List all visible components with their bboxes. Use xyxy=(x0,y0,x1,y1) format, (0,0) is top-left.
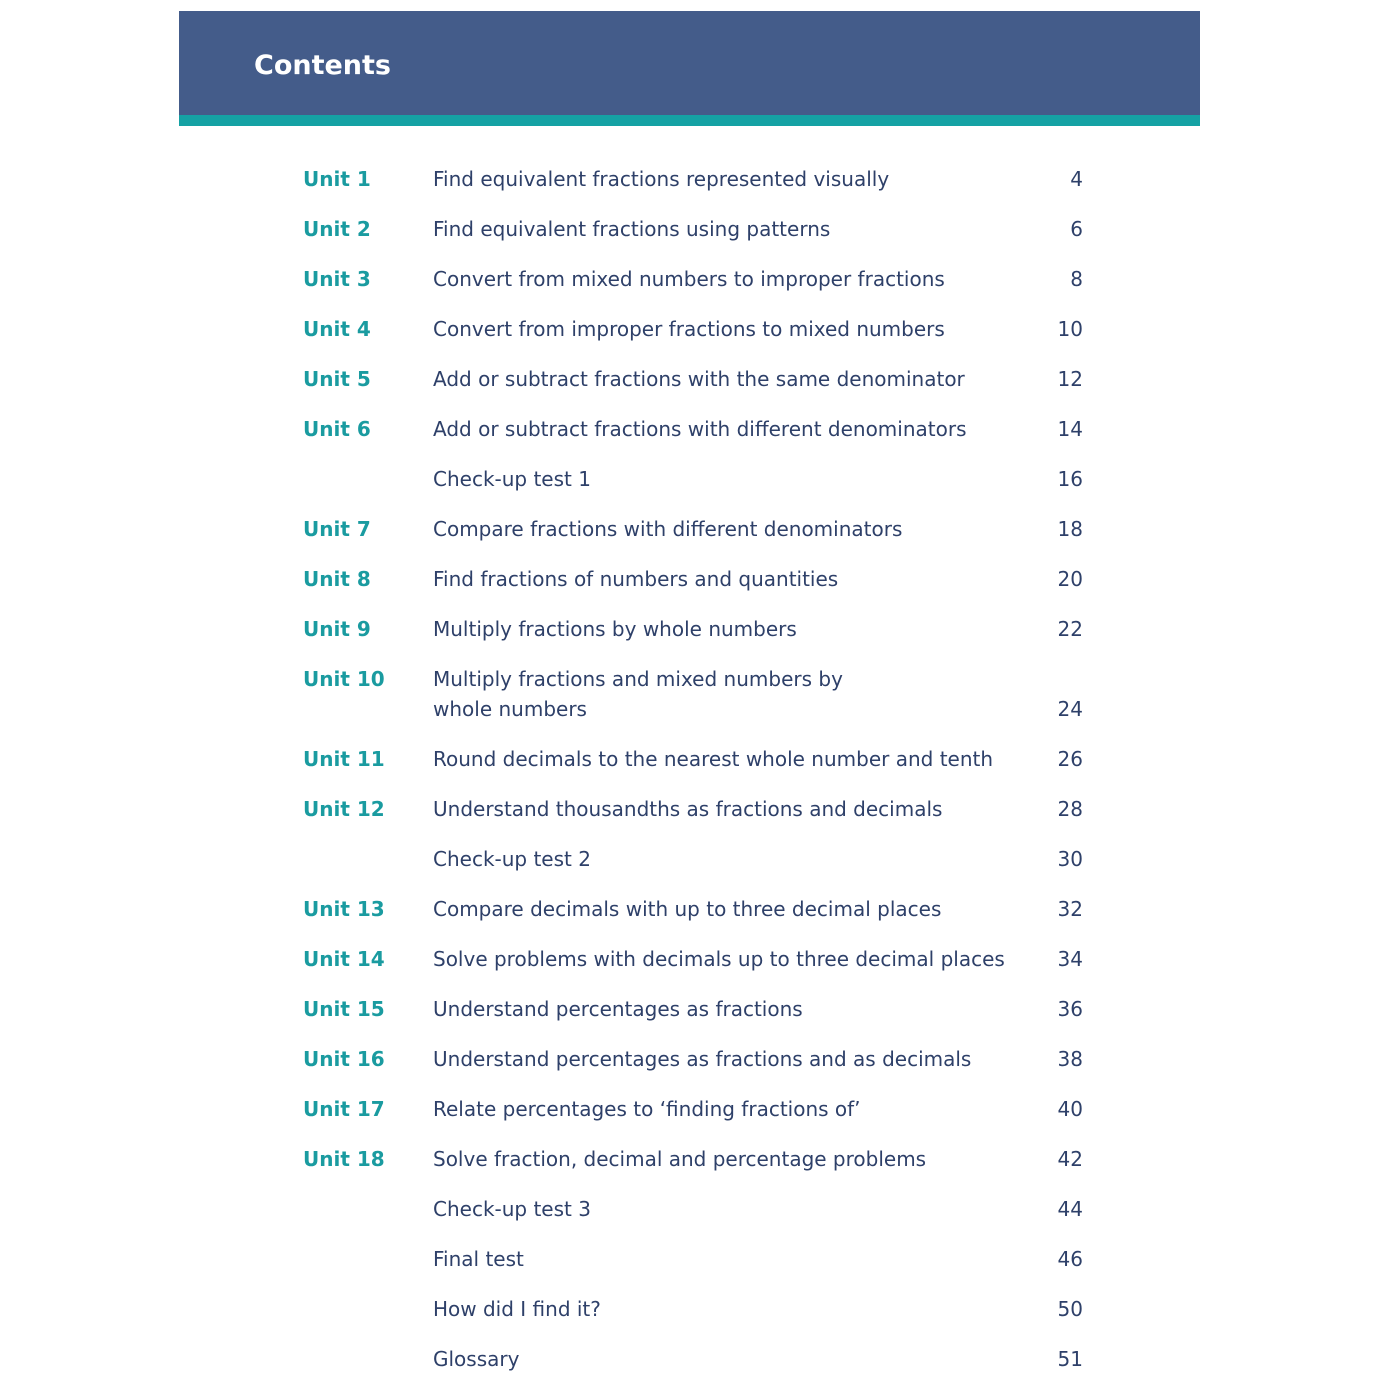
page-number: 28 xyxy=(1057,797,1083,821)
page-number: 10 xyxy=(1057,317,1083,341)
unit-label: Unit 16 xyxy=(303,1047,385,1071)
entry-title: Check-up test 2 xyxy=(433,847,591,871)
page-number: 8 xyxy=(1070,267,1083,291)
entry-title: Compare fractions with different denominators xyxy=(433,517,903,541)
page-number: 18 xyxy=(1057,517,1083,541)
unit-label: Unit 9 xyxy=(303,617,371,641)
entry-title: whole numbers xyxy=(433,697,587,721)
page-number: 16 xyxy=(1057,467,1083,491)
page-number: 40 xyxy=(1057,1097,1083,1121)
page-number: 4 xyxy=(1070,167,1083,191)
page-number: 38 xyxy=(1057,1047,1083,1071)
entry-title: Add or subtract fractions with the same denominator xyxy=(433,367,965,391)
unit-label: Unit 4 xyxy=(303,317,371,341)
entry-title: Multiply fractions by whole numbers xyxy=(433,617,797,641)
entry-title: Find fractions of numbers and quantities xyxy=(433,567,839,591)
unit-label: Unit 11 xyxy=(303,747,385,771)
page-number: 46 xyxy=(1057,1247,1083,1271)
entry-title: Check-up test 1 xyxy=(433,467,591,491)
entry-title: Understand percentages as fractions xyxy=(433,997,803,1021)
unit-label: Unit 13 xyxy=(303,897,385,921)
unit-label: Unit 1 xyxy=(303,167,371,191)
page-number: 12 xyxy=(1057,367,1083,391)
page-number: 42 xyxy=(1057,1147,1083,1171)
entry-title: Final test xyxy=(433,1247,524,1271)
unit-label: Unit 7 xyxy=(303,517,371,541)
unit-label: Unit 3 xyxy=(303,267,371,291)
page-number: 51 xyxy=(1057,1347,1083,1371)
entry-title: Multiply fractions and mixed numbers by xyxy=(433,667,843,691)
entry-title: Compare decimals with up to three decimal places xyxy=(433,897,942,921)
page-number: 30 xyxy=(1057,847,1083,871)
page-number: 50 xyxy=(1057,1297,1083,1321)
unit-label: Unit 10 xyxy=(303,667,385,691)
page-number: 20 xyxy=(1057,567,1083,591)
entry-title: How did I find it? xyxy=(433,1297,601,1321)
entry-title: Solve problems with decimals up to three decimal places xyxy=(433,947,1005,971)
entry-title: Relate percentages to ‘finding fractions of’ xyxy=(433,1097,861,1121)
page-number: 22 xyxy=(1057,617,1083,641)
unit-label: Unit 17 xyxy=(303,1097,385,1121)
unit-label: Unit 6 xyxy=(303,417,371,441)
page-title: Contents xyxy=(254,50,392,81)
entry-title: Find equivalent fractions represented visually xyxy=(433,167,890,191)
unit-label: Unit 2 xyxy=(303,217,371,241)
entry-title: Understand percentages as fractions and as decimals xyxy=(433,1047,972,1071)
entry-title: Round decimals to the nearest whole number and tenth xyxy=(433,747,994,771)
page-number: 32 xyxy=(1057,897,1083,921)
entry-title: Convert from mixed numbers to improper fractions xyxy=(433,267,945,291)
page-number: 34 xyxy=(1057,947,1083,971)
entry-title: Understand thousandths as fractions and decimals xyxy=(433,797,943,821)
page-number: 24 xyxy=(1057,697,1083,721)
unit-label: Unit 18 xyxy=(303,1147,385,1171)
entry-title: Convert from improper fractions to mixed numbers xyxy=(433,317,945,341)
unit-label: Unit 5 xyxy=(303,367,371,391)
entry-title: Check-up test 3 xyxy=(433,1197,591,1221)
entry-title: Glossary xyxy=(433,1347,520,1371)
entry-title: Find equivalent fractions using patterns xyxy=(433,217,831,241)
unit-label: Unit 15 xyxy=(303,997,385,1021)
page-number: 44 xyxy=(1057,1197,1083,1221)
unit-label: Unit 12 xyxy=(303,797,385,821)
page-number: 26 xyxy=(1057,747,1083,771)
unit-label: Unit 14 xyxy=(303,947,385,971)
unit-label: Unit 8 xyxy=(303,567,371,591)
entry-title: Add or subtract fractions with different denominators xyxy=(433,417,967,441)
page-number: 6 xyxy=(1070,217,1083,241)
page-number: 36 xyxy=(1057,997,1083,1021)
page-number: 14 xyxy=(1057,417,1083,441)
entry-title: Solve fraction, decimal and percentage problems xyxy=(433,1147,927,1171)
